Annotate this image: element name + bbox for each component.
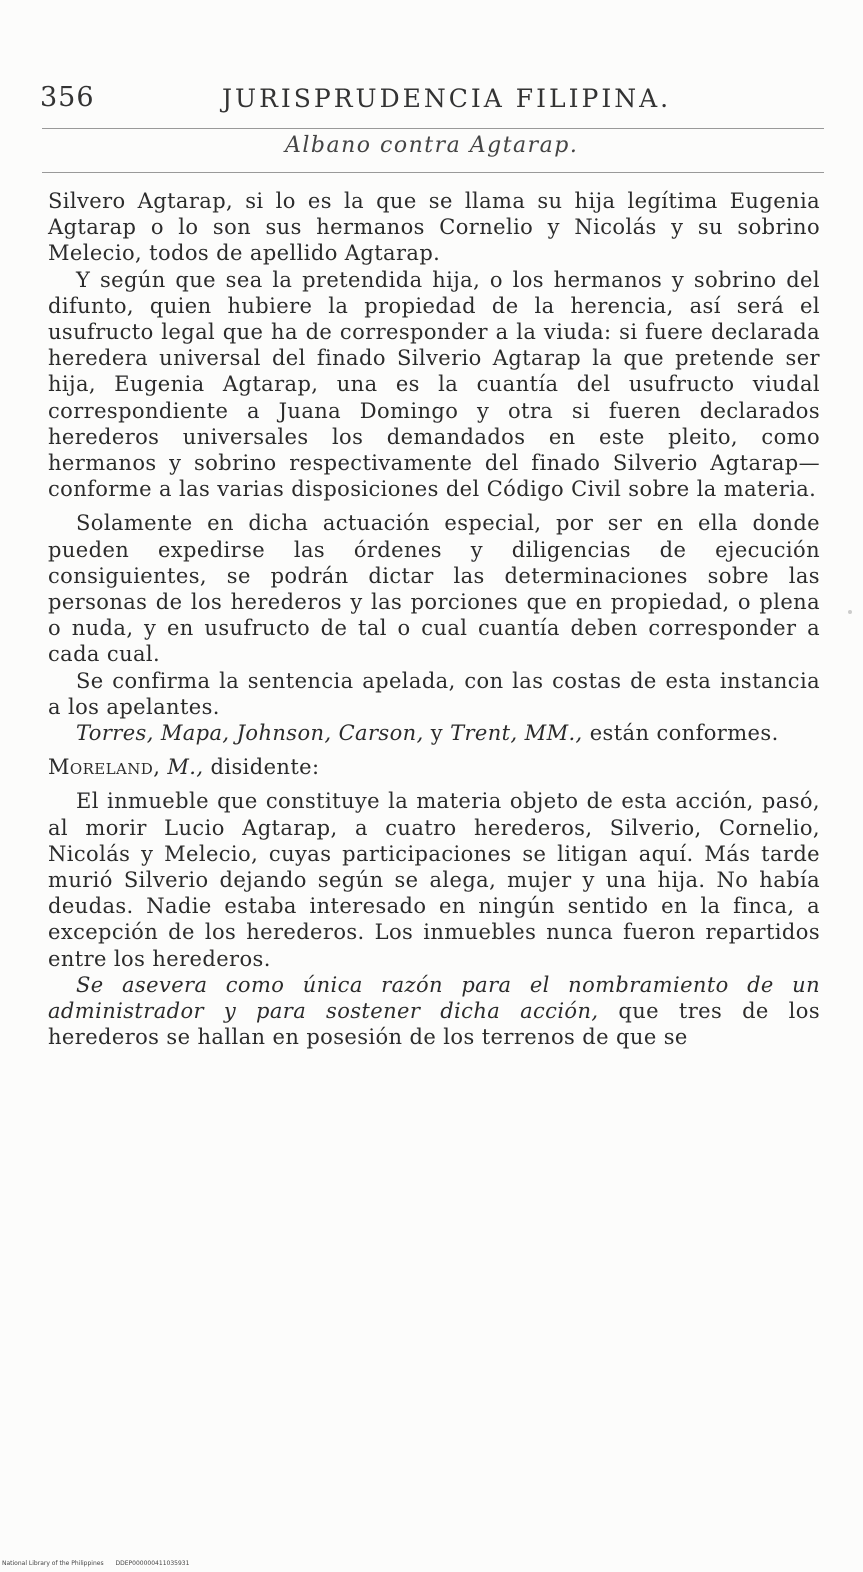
scan-code: DDEP000000411035931: [115, 1560, 190, 1567]
dissent-title: M.,: [160, 755, 204, 780]
page-number: 356: [40, 82, 95, 113]
concurring-justice-last: Trent, MM.,: [450, 721, 583, 746]
library-name: National Library of the Philippines: [2, 1560, 104, 1567]
title-rule: [42, 172, 824, 173]
paragraph-4: Se confirma la sentencia apelada, con las costas de esta instancia a los apelantes.: [48, 668, 820, 719]
concurrence-paragraph: [48, 720, 820, 746]
paragraph-7: [48, 972, 820, 1051]
paragraph-1: Silvero Agtarap, si lo es la que se llama su hija legítima Eugenia Agtarap o lo son sus hermanos Cornelio y Nicolás y su sobrino Melecio, todos de apellido Agtarap.: [48, 189, 820, 266]
dissent-heading: [48, 754, 820, 780]
dissent-author: Moreland,: [48, 755, 161, 780]
concurring-justices: Torres, Mapa, Johnson, Carson,: [76, 721, 424, 746]
paragraph-3: Solamente en dicha actuación especial, por ser en ella donde pueden expedirse las órdenes y diligencias de ejecución consiguientes, se podrán dictar las determinaciones sobre las personas de los herederos y las porciones que en propiedad, o plena o nuda, y en usufructo de tal o cual cuantía deben corresponder a cada cual.: [48, 511, 820, 667]
scan-footer: [2, 1560, 199, 1567]
conjunction: y: [423, 721, 451, 746]
page-speck: [848, 610, 852, 614]
paragraph-7-text: que tres de los herederos se hallan en posesión de los terrenos de que se: [48, 999, 820, 1050]
running-title: JURISPRUDENCIA FILIPINA.: [222, 84, 672, 113]
page-header: [40, 82, 820, 122]
header-rule: [42, 128, 824, 129]
dissent-label: disidente:: [203, 755, 320, 780]
paragraph-6: El inmueble que constituye la materia objeto de esta acción, pasó, al morir Lucio Agtarap, a cuatro herederos, Silverio, Cornelio, Nicolás y Melecio, cuyas participaciones se litigan aquí. Más tarde murió Silverio dejando según se alega, mujer y una hija. No había deudas. Nadie estaba interesado en ningún sentido en la finca, a excepción de los herederos. Los inmuebles nunca fueron repartidos entre los herederos.: [48, 789, 820, 971]
paragraph-7-italic: Se asevera como única razón para el nombramiento de un administrador y para sostener dicha acción,: [48, 972, 820, 1024]
case-title: Albano contra Agtarap.: [285, 133, 579, 158]
body-text: [48, 188, 820, 1051]
paragraph-2: Y según que sea la pretendida hija, o los hermanos y sobrino del difunto, quien hubiere la propiedad de la herencia, así será el usufructo legal que ha de corresponder a la viuda: si fuere declarada heredera universal del finado Silverio Agtarap la que pretende ser hija, Eugenia Agtarap, una es la cuantía del usufructo viudal correspondiente a Juana Domingo y otra si fueren declarados herederos universales los demandados en este pleito, como hermanos y sobrino respectivamente del finado Silverio Agtarap—conforme a las varias disposiciones del Código Civil sobre la materia.: [48, 267, 820, 502]
concurrence-text: están conformes.: [582, 721, 779, 746]
